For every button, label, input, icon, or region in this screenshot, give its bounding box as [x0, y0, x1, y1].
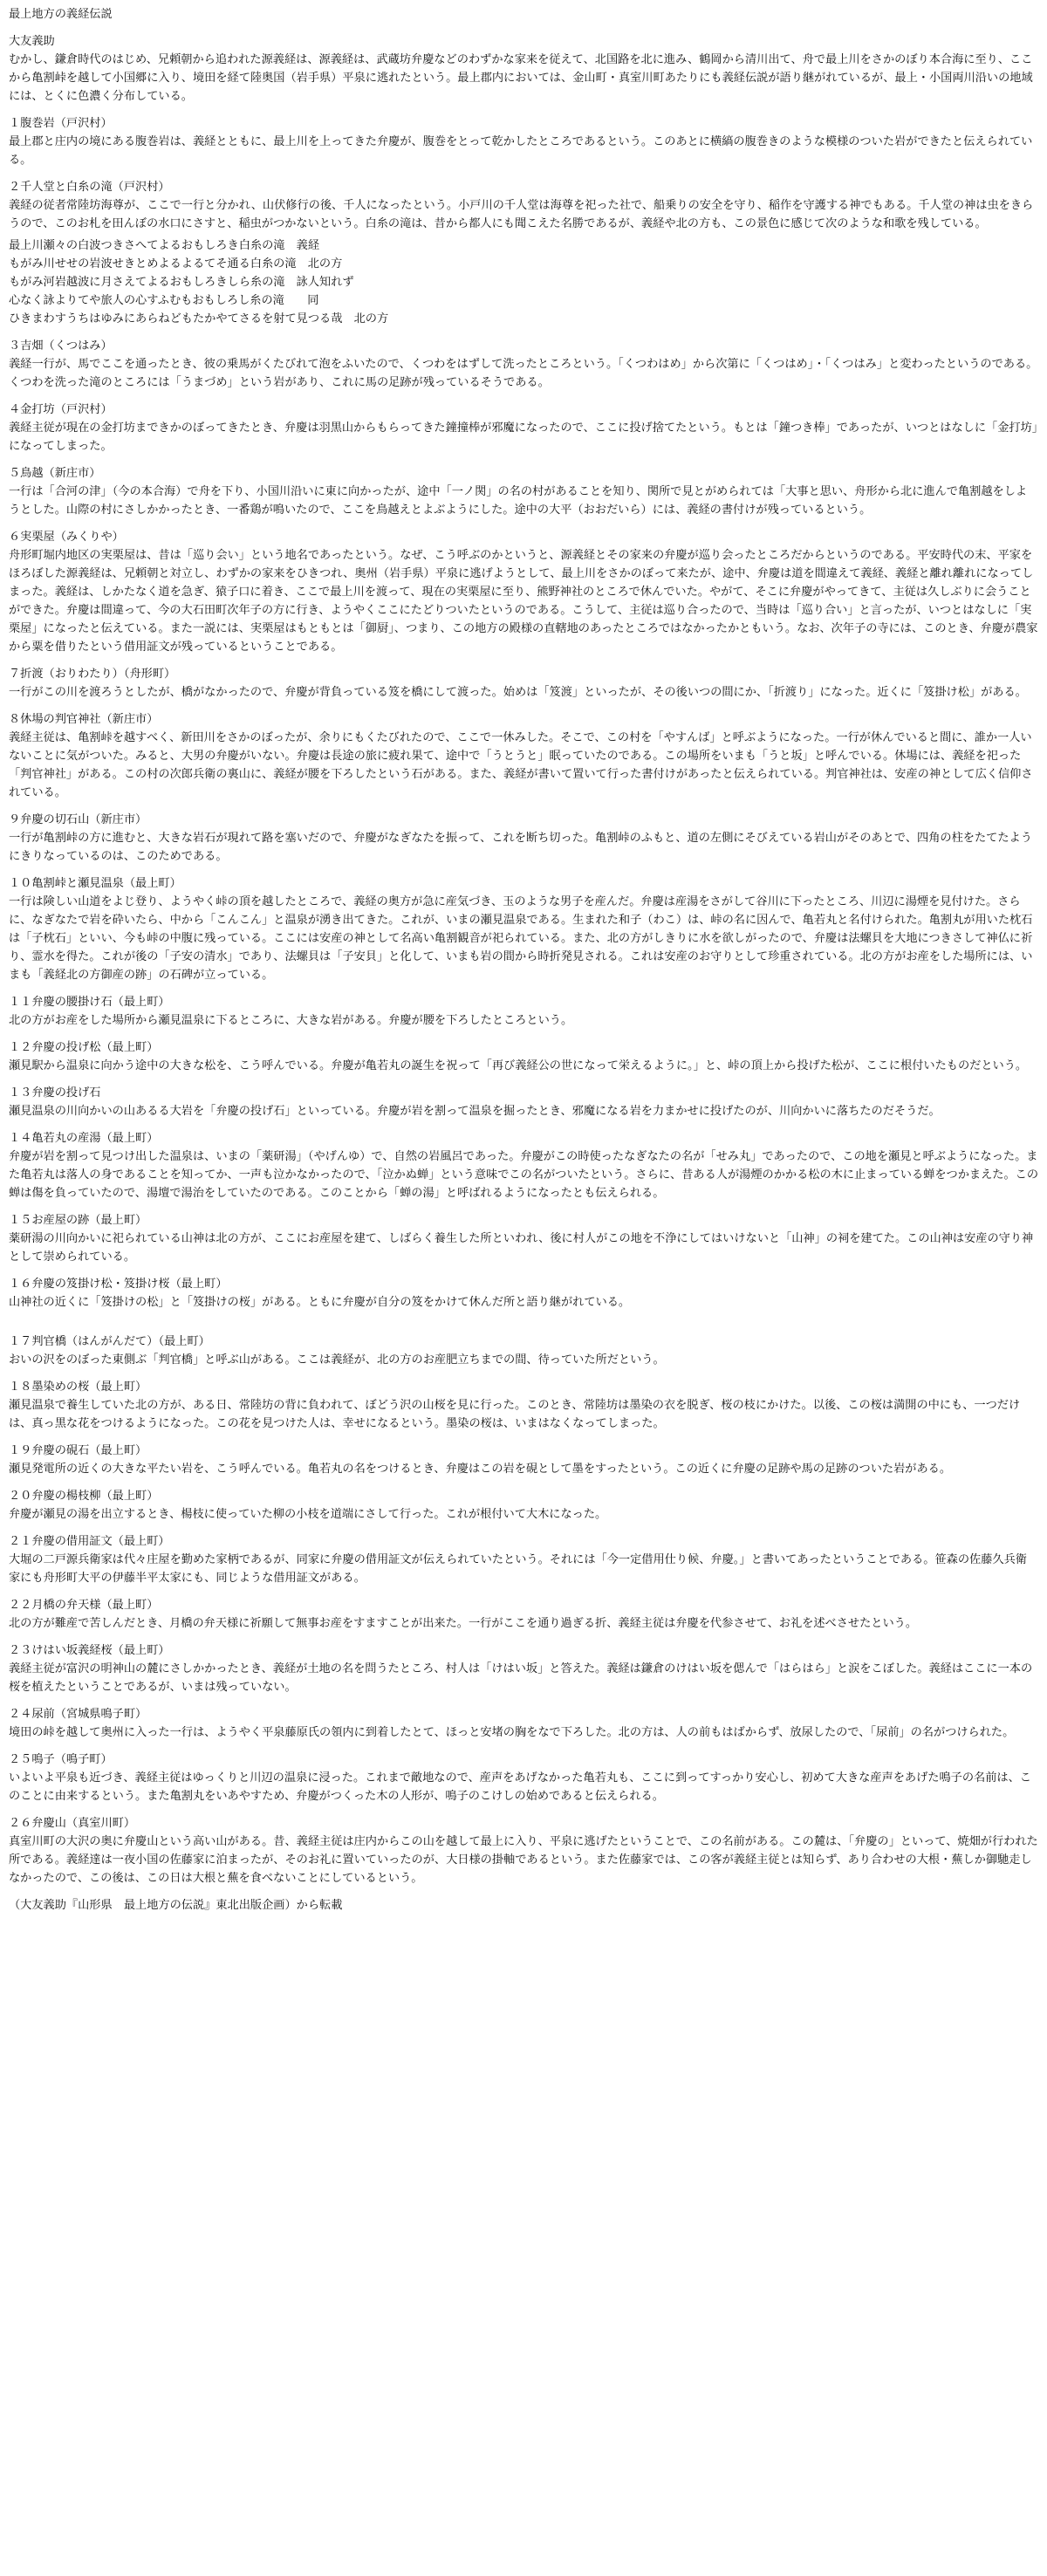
entry-paragraph: 瀬見温泉で養生していた北の方が、ある日、常陸坊の背に負われて、ぼどう沢の山桜を見に行った。このとき、常陸坊は墨染の衣を脱ぎ、桜の枝にかけた。以後、この桜は満開の中にも、一つだけは、真っ黒な花をつけるようになった。この花を見つけた人は、幸せになるという。墨染の桜は、いまはなくなってしまった。	[9, 1399, 1021, 1430]
legend-entry	[9, 1378, 1038, 1433]
entry-paragraph: 真室川町の大沢の奥に弁慶山という高い山がある。昔、義経主従は庄内からこの山を越して最上に入り、平泉に逃げたということで、この名前がある。この麓は、「弁慶の」といって、焼畑が行われた所である。義経達は一夜小国の佐藤家に泊まったが、そのお礼に置いていったのが、大日様の掛軸であるという。また佐藤家では、この客が義経主従とは知らず、あり合わせの大根・蕪しか御馳走しなかったので、この後は、この日は大根と蕪を食べないことにしているという。	[9, 1835, 1038, 1885]
entry-paragraph: いよいよ平泉も近づき、義経主従はゆっくりと川辺の温泉に浸った。これまで敵地なので、産声をあげなかった亀若丸も、ここに到ってすっかり安心し、初めて大きな産声をあげた鳴子の名前は、このことに由来するという。また亀割丸をいあやすため、弁慶がつくった木の人形が、鳴子のこけしの始めであると伝えられる。	[9, 1771, 1031, 1803]
legend-entry	[9, 1641, 1038, 1696]
page-title: 最上地方の義経伝説	[9, 8, 113, 21]
legend-entry	[9, 1333, 1038, 1369]
legend-entry	[9, 464, 1038, 519]
entry-title: １腹巻岩（戸沢村）	[9, 117, 113, 130]
legend-entry	[9, 1750, 1038, 1805]
entry-paragraph: 最上郡と庄内の境にある腹巻岩は、義経とともに、最上川を上ってきた弁慶が、腹巻をとって乾かしたところであるという。このあとに横縞の腹巻きのような模様のついた岩ができたと伝えられている。	[9, 135, 1033, 167]
poem-line: 最上川瀬々の白波つきさへてよるおもしろき白糸の滝 義経	[9, 239, 320, 252]
entry-paragraph: 義経一行が、馬でここを通ったとき、彼の乗馬がくたびれて泡をふいたので、くつわをはずして洗ったところという。「くつわはめ」から次第に「くつはめ」・「くつはみ」と変わったというのである。くつわを洗った滝のところには「うまづめ」という岩があり、これに馬の足跡が残っているそうである。	[9, 358, 1038, 389]
entry-paragraph: 弁慶が岩を割って見つけ出した温泉は、いまの「薬研湯」（やげんゆ）で、自然の岩風呂であった。弁慶がこの時使ったなぎなたの名が「せみ丸」であったので、この地を瀬見と呼ぶようになった。また亀若丸は落人の身であることを知ってか、一声も泣かなかったので、「泣かぬ蝉」という意味でこの名がついたという。さらに、昔ある人が湯煙のかかる松の木に止まっている蝉をつかまえた。この蝉は傷を負っていたので、湯壇で湯治をしていたのである。このことから「蝉の湯」と呼ばれるようになったとも伝えられる。	[9, 1150, 1039, 1200]
entry-paragraph: 一行が亀割峠の方に進むと、大きな岩石が現れて路を塞いだので、弁慶がなぎなたを振って、これを断ち切った。亀割峠のふもと、道の左側にそびえている岩山がそのあとで、四角の柱をたてたようにきりなっているのは、このためである。	[9, 832, 1032, 863]
entry-paragraph: 境田の峠を越して奥州に入った一行は、ようやく平泉藤原氏の領内に到着したとて、ほっと安堵の胸をなで下ろした。北の方は、人の前もはばからず、放尿したので、「尿前」の名がつけられた。	[9, 1726, 1015, 1739]
entry-paragraph: 義経主従が現在の金打坊まできかのぼってきたとき、弁慶は羽黒山からもらってきた鐘撞棒が邪魔になったので、ここに投げ捨てたという。もとは「鐘つき棒」であったが、いつとはなしに「金打坊」になってしまった。	[9, 421, 1038, 453]
legend-entry	[9, 1038, 1038, 1075]
entry-paragraph: 薬研湯の川向かいに祀られている山神は北の方が、ここにお産屋を建て、しばらく養生した所といわれ、後に村人がこの地を不浄にしてはいけないと「山神」の祠を建てた。この山神は安産の守り神として崇められている。	[9, 1232, 1034, 1264]
legend-entry	[9, 1705, 1038, 1742]
entry-paragraph: 義経主従が富沢の明神山の麓にさしかかったとき、義経が土地の名を問うたところ、村人は「けはい坂」と答えた。義経は鎌倉のけはい坂を偲んで「はらはら」と涙をこぼした。義経はここに一本の桜を植えたということであるが、いまは残っていない。	[9, 1662, 1033, 1694]
entry-paragraph: 大堀の二戸源兵衛家は代々庄屋を勤めた家柄であるが、同家に弁慶の借用証文が伝えられていたという。それには「今一定借用仕り候、弁慶。」と書いてあったということである。笹森の佐藤久兵衛家にも舟形町大平の伊藤半平太家にも、同じような借用証文がある。	[9, 1553, 1027, 1585]
poem-line: ひきまわすうちはゆみにあらねどもたかやてさるを射て見つる哉 北の方	[9, 312, 389, 325]
legend-entry	[9, 874, 1038, 984]
entry-title: １６弁慶の笈掛け松・笈掛け桜（最上町）	[9, 1278, 228, 1291]
author-heading: 大友義助	[9, 35, 55, 48]
entry-title: ６実栗屋（みくりや）	[9, 531, 124, 544]
entry-paragraph: 瀬見発電所の近くの大きな平たい岩を、こう呼んでいる。亀若丸の名をつけるとき、弁慶はこの岩を硯として墨をすったという。この近くに弁慶の足跡や馬の足跡のついた岩がある。	[9, 1463, 952, 1476]
entry-title: ２１弁慶の借用証文（最上町）	[9, 1535, 170, 1548]
legend-entry	[9, 1084, 1038, 1120]
legend-entry	[9, 1129, 1038, 1202]
entry-paragraph: 一行は「合河の津」（今の本合海）で舟を下り、小国川沿いに東に向かったが、途中「一ノ関」の名の村があることを知り、関所で見とがめられては「大事と思い、舟形から北に進んで亀割越をしようとした。山際の村にさしかかったとき、一番鶏が鳴いたので、ここを鳥越えとよぶようにした。途中の大平（おおだいら）には、義経の書付けが残っているという。	[9, 485, 1028, 517]
poem-line: 心なく詠よりてや旅人の心すふむもおもしろし糸の滝 同	[9, 294, 319, 307]
legend-entries-list	[9, 114, 1038, 1887]
legend-entry	[9, 993, 1038, 1030]
legend-entry	[9, 337, 1038, 392]
entry-paragraph: おいの沢をのぼった東側ぶ「判官橋」と呼ぶ山がある。ここは義経が、北の方のお産肥立ちまでの間、待っていた所だという。	[9, 1353, 665, 1367]
entry-title: １５お産屋の跡（最上町）	[9, 1214, 147, 1227]
entry-title: １２弁慶の投げ松（最上町）	[9, 1041, 159, 1054]
entry-paragraph: 弁慶が瀬見の湯を出立するとき、楊枝に使っていた柳の小枝を道端にさして行った。これが根付いて大木になった。	[9, 1508, 607, 1521]
entry-title: ８休場の判官神社（新庄市）	[9, 713, 159, 726]
entry-paragraph: 舟形町堀内地区の実栗屋は、昔は「巡り会い」という地名であったという。なぜ、こう呼ぶのかというと、源義経とその家来の弁慶が巡り会ったところだからというのである。平安時代の末、平家をほろぼした源義経は、兄頼朝と対立し、わずかの家来をひきつれ、奥州（岩手県）平泉に逃げようとして、最上川をさかのぼって来たが、途中、弁慶は道を間違えて義経、義経と離れ離れになってしまった。義経は、しかたなく道を急ぎ、猿子口に着き、ここで最上川を渡って、現在の実栗屋に至り、熊野神社のところで休んでいた。やがて、そこに弁慶がやってきて、主従は久しぶりに会うことができた。弁慶は間違って、今の大石田町次年子の方に行き、ようやくここにたどりついたというのである。こうして、主従は巡り合ったので、当時は「巡り合い」と言ったが、いつとはなしに「実栗屋」になったと伝えている。また一説には、実栗屋はもともとは「御厨」、つまり、この地方の殿様の直轄地のあったところではなかったかともいう。なお、次年子の寺には、このとき、弁慶が農家から粟を借りたという借用証文が残っているということである。	[9, 549, 1038, 654]
legend-entry	[9, 1532, 1038, 1587]
legend-entry	[9, 1814, 1038, 1887]
entry-paragraph: 瀬見駅から温泉に向かう途中の大きな松を、こう呼んでいる。弁慶が亀若丸の誕生を祝って「再び義経公の世になって栄えるように。」と、峠の頂上から投げた松が、ここに根付いたものだという。	[9, 1059, 1028, 1072]
legend-entry	[9, 528, 1038, 656]
entry-paragraph: 一行がこの川を渡ろうとしたが、橋がなかったので、弁慶が背負っている笈を橋にして渡った。始めは「笈渡」といったが、その後いつの間にか、「折渡り」になった。近くに「笈掛け松」がある。	[9, 686, 1027, 699]
legend-entry	[9, 665, 1038, 702]
entry-paragraph: 一行は険しい山道をよじ登り、ようやく峠の頂を越したところで、義経の奥方が急に産気づき、玉のような男子を産んだ。弁慶は産湯をさがして谷川に下ったところ、川辺に湯煙を見付けた。さらに、なぎなたで岩を砕いたら、中から「こんこん」と温泉が湧き出てきた。これが、いまの瀬見温泉である。生まれた和子（わこ）は、峠の名に因んで、亀若丸と名付けられた。亀割丸が用いた枕石は「子枕石」といい、今も峠の中腹に残っている。ここには安産の神として名高い亀割観音が祀られている。また、北の方がしきりに水を欲しがったので、弁慶は法螺貝を大地につきさして神仏に祈り、霊水を得た。これが後の「子安の清水」であり、法螺貝は「子安貝」と化して、いまも岩の間から時折発見される。これは安産のお守りとして珍重されている。北の方がお産をした場所には、いまも「義経北の方御産の跡」の石碑が立っている。	[9, 895, 1033, 982]
entry-title: ２６弁慶山（真室川町）	[9, 1817, 136, 1830]
legend-entry	[9, 1487, 1038, 1524]
entry-paragraph: 義経の従者常陸坊海尊が、ここで一行と分かれ、山伏修行の後、千人になったという。小戸川の千人堂は海尊を祀った社で、船乗りの安全を守り、稲作を守護する神でもある。千人堂の神は虫をきらうので、このお札を田んぼの水口にさすと、稲虫がつかないという。白糸の滝は、昔から都人にも聞こえた名勝であるが、義経や北の方も、この景色に感じて次のような和歌を残している。	[9, 199, 1034, 230]
poem-line: もがみ河岩越波に月さえてよるおもしろきしら糸の滝 詠人知れず	[9, 276, 354, 289]
entry-title: １８墨染めの桜（最上町）	[9, 1380, 147, 1394]
waka-poems	[9, 236, 1038, 328]
entry-paragraph: 山神社の近くに「笈掛けの松」と「笈掛けの桜」がある。ともに弁慶が自分の笈をかけて休んだ所と語り継がれている。	[9, 1296, 631, 1309]
entry-title: ２４尿前（宮城県鳴子町）	[9, 1708, 147, 1721]
entry-title: ７折渡（おりわたり）（舟形町）	[9, 668, 176, 681]
entry-title: ２５鳴子（鳴子町）	[9, 1753, 113, 1766]
entry-title: １１弁慶の腰掛け石（最上町）	[9, 996, 170, 1009]
legend-entry	[9, 1596, 1038, 1633]
entry-title: ５鳥越（新庄市）	[9, 467, 101, 480]
entry-title: １９弁慶の硯石（最上町）	[9, 1444, 147, 1457]
legend-entry	[9, 710, 1038, 802]
poem-line: もがみ川せせの岩波せきとめよるよるてそ通る白糸の滝 北の方	[9, 257, 343, 271]
entry-title: ９弁慶の切石山（新庄市）	[9, 813, 147, 826]
entry-paragraph: 義経主従は、亀割峠を越すべく、新田川をさかのぼったが、余りにもくたびれたので、ここで一休みした。そこで、この村を「やすんば」と呼ぶようになった。一行が休んでいると間に、誰か一人いないことに気がついた。みると、大男の弁慶がいない。弁慶は長途の旅に疲れ果て、途中で「うとうと」眠っていたのである。この場所をいまも「うと坂」と呼んでいる。休場には、義経を祀った「判官神社」がある。この村の次郎兵衛の裏山に、義経が腰を下ろしたという石がある。また、義経が書いて置いて行った書付けがあったと伝えられている。判官神社は、安産の神として広く信仰されている。	[9, 731, 1033, 799]
entry-title: ２３けはい坂義経桜（最上町）	[9, 1644, 170, 1657]
entry-paragraph: 北の方がお産をした場所から瀬見温泉に下るところに、大きな岩がある。弁慶が腰を下ろしたところという。	[9, 1014, 573, 1027]
entry-paragraph: 瀬見温泉の川向かいの山あるる大岩を「弁慶の投げ石」といっている。弁慶が岩を割って温泉を掘ったとき、邪魔になる岩を力まかせに投げたのが、川向かいに落ちたのだそうだ。	[9, 1105, 941, 1118]
legend-entry	[9, 1275, 1038, 1312]
entry-title: ４金打坊（戸沢村）	[9, 403, 113, 416]
entry-paragraph: 北の方が難産で苦しんだとき、月橋の弁天様に祈願して無事お産をすますことが出来た。一行がここを通り過ぎる折、義経主従は弁慶を代参させて、お礼を述べさせたという。	[9, 1617, 918, 1630]
entry-title: １４亀若丸の産湯（最上町）	[9, 1132, 159, 1145]
entry-title: ２２月橋の弁天様（最上町）	[9, 1599, 159, 1612]
entry-title: ２０弁慶の楊枝柳（最上町）	[9, 1490, 159, 1503]
entry-title: ２千人堂と白糸の滝（戸沢村）	[9, 181, 170, 194]
legend-entry	[9, 401, 1038, 456]
source-citation: （大友義助『山形県 最上地方の伝説』東北出版企画）から転載	[9, 1899, 343, 1912]
legend-entry	[9, 811, 1038, 866]
entry-title: １０亀割峠と瀬見温泉（最上町）	[9, 877, 181, 890]
entry-title: １３弁慶の投げ石	[9, 1086, 101, 1100]
legend-entry	[9, 1211, 1038, 1266]
legend-entry	[9, 178, 1038, 328]
entry-title: ３吉畑（くつはみ）	[9, 339, 113, 353]
legend-entry	[9, 1442, 1038, 1478]
entry-title: １７判官橋（はんがんだて）（最上町）	[9, 1335, 210, 1348]
legend-entry	[9, 114, 1038, 169]
intro-paragraph: むかし、鎌倉時代のはじめ、兄頼朝から追われた源義経は、源義経は、武蔵坊弁慶などのわずかな家来を従えて、北国路を北に進み、鶴岡から清川出て、舟で最上川をさかのぼり本合海に至り、ここから亀割峠を越して小国郷に入り、境田を経て陸奥国（岩手県）平泉に逃れたという。最上郡内においては、金山町・真室川町あたりにも義経伝説が語り継がれているが、最上・小国両川沿いの地域には、とくに色濃く分布している。	[9, 53, 1033, 103]
